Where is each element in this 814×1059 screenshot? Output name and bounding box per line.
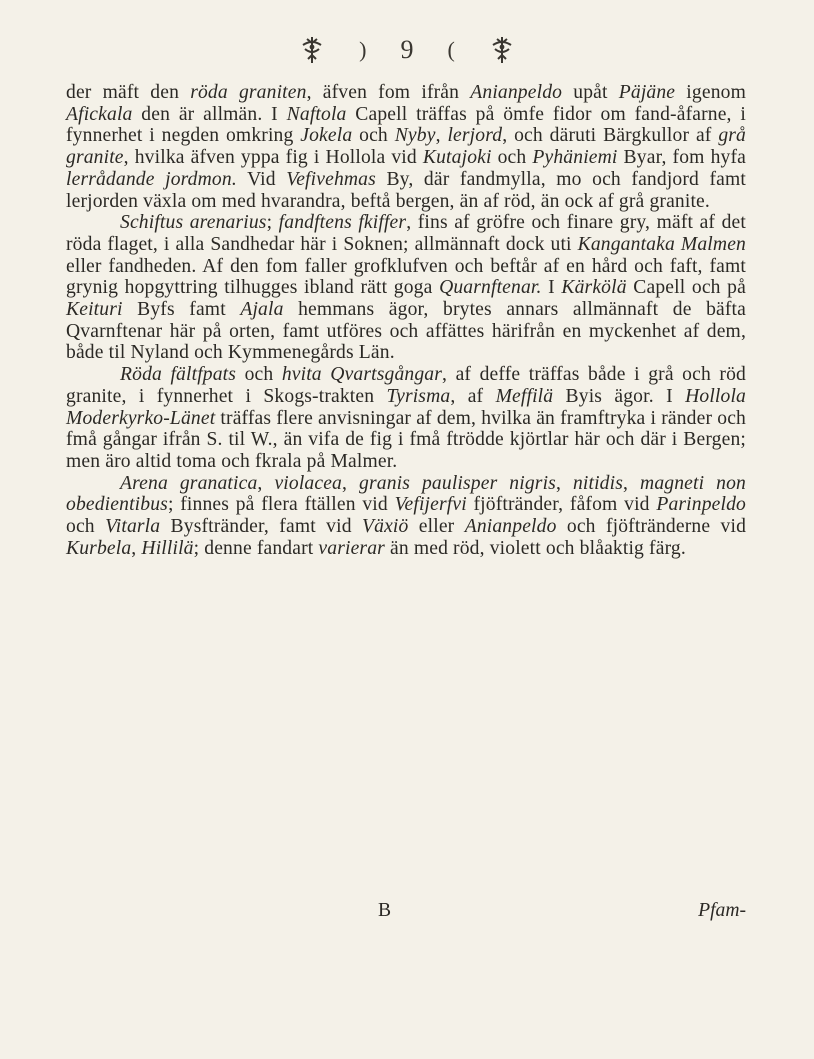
text-run: och fjöftränderne vid xyxy=(556,516,747,538)
text-run: än med röd, violett och blåaktig färg. xyxy=(384,537,686,559)
italic-run: röda graniten xyxy=(190,82,307,103)
italic-run: nitidis xyxy=(572,472,623,494)
text-run: By, där fandmylla, mo och fandjord famt lerjorden växla om med hvarandra, beftå bergen, än af röd, än ock af grå granite. xyxy=(66,168,747,212)
italic-run: Röda fältfpats xyxy=(120,364,237,386)
paragraph xyxy=(66,364,746,473)
text-run: Vid xyxy=(236,168,287,190)
text-run: fjöftränder, fåfom vid xyxy=(466,494,657,516)
italic-run: Afickala xyxy=(66,103,133,125)
italic-run: Quarnftenar. xyxy=(439,277,542,299)
italic-run: Vefivehmas xyxy=(286,168,376,190)
body-text xyxy=(66,82,746,559)
text-run: , xyxy=(555,472,573,494)
text-run: träffas flere anvisningar af dem, hvilka än framftryka i ränder och fmå gångar ifrån S. til W., än vifa de fig i fmå ftrödde kjörtlar här och där i Bergen; men äro altid toma och fkrala på Malmer. xyxy=(66,407,746,472)
page-footer xyxy=(66,900,746,928)
catchword: Pfam- xyxy=(698,900,746,921)
text-run: och xyxy=(352,125,395,147)
italic-run: Meffilä xyxy=(495,385,554,407)
italic-run: Naftola xyxy=(286,103,347,125)
header-paren-right: ( xyxy=(447,37,455,62)
text-run: Capell och på xyxy=(626,277,746,299)
text-run: , xyxy=(131,537,142,559)
text-run: ; denne fandart xyxy=(193,537,319,559)
italic-run: Kärkölä xyxy=(561,277,627,299)
text-run: , fins af gröfre och finare gry, mäft af det röda flaget, i alla Sandhedar här i Soknen; allmännaft dock uti xyxy=(66,212,746,255)
signature-mark: B xyxy=(378,900,392,921)
italic-run: Kurbela xyxy=(66,537,132,559)
italic-run: Arena granatica xyxy=(120,472,258,494)
page-header xyxy=(0,30,814,70)
italic-run: Nyby xyxy=(394,125,436,147)
italic-run: Kangantaka Malmen xyxy=(577,233,746,255)
text-run: Byfs famt xyxy=(122,299,241,321)
italic-run: magneti non obedientibus xyxy=(66,472,746,516)
text-run: eller xyxy=(408,516,465,538)
paragraph xyxy=(66,473,746,560)
italic-run: lerjord xyxy=(447,125,503,147)
italic-run: Hillilä xyxy=(141,537,194,559)
text-run: , hvilka äfven yppa fig i Hollola vid xyxy=(123,147,423,169)
italic-run: Schiftus arenarius xyxy=(120,212,267,234)
text-run: , af xyxy=(450,385,496,407)
italic-run: hvita Qvartsgångar xyxy=(281,364,443,386)
text-run: ; finnes på flera ftällen vid xyxy=(167,494,395,516)
text-run: eller fandheden. Af den fom faller grofklufven och beftår af en hård och faft, famt grynig hopgyttring tilhugges ibland rätt goga xyxy=(66,255,746,299)
text-run: upåt xyxy=(562,82,619,103)
text-run: , xyxy=(435,125,448,147)
text-run: hemmans ägor, brytes annars allmännaft de bäfta Qvarnftenar här på orten, famt utföres och affättes härifrån en myckenhet af dem, både til Nyland och Kymmenegårds Län. xyxy=(66,299,746,364)
text-run: , och däruti Bärgkullor af xyxy=(502,125,719,147)
italic-run: Hollola Moderkyrko-Länet xyxy=(66,385,746,429)
text-run: ; xyxy=(266,212,279,234)
italic-run: Pyhäniemi xyxy=(532,147,618,169)
text-run: , xyxy=(623,472,641,494)
fleuron-icon xyxy=(299,35,325,65)
italic-run: Keituri xyxy=(66,299,123,321)
italic-run: granis paulisper nigris xyxy=(359,472,556,494)
italic-run: Parinpeldo xyxy=(656,494,746,516)
italic-run: fandftens fkiffer xyxy=(278,212,407,234)
italic-run: grå granite xyxy=(66,125,746,169)
text-run: Capell träffas på ömfe fidor om fand-åfarne, i fynnerhet i negden omkring xyxy=(66,103,746,147)
paragraph xyxy=(66,212,746,364)
italic-run: Växiö xyxy=(362,516,409,538)
text-run: igenom xyxy=(675,82,746,103)
fleuron-icon xyxy=(489,35,515,65)
text-run: , äfven fom ifrån xyxy=(306,82,471,103)
text-run: , af deffe träffas både i grå och röd granite, i fynnerhet i Skogs-trakten xyxy=(66,364,746,407)
italic-run: Jokela xyxy=(300,125,353,147)
italic-run: Päjäne xyxy=(618,82,676,103)
text-run: och xyxy=(66,516,106,538)
text-run: , xyxy=(342,472,360,494)
text-run: Byis ägor. I xyxy=(553,385,686,407)
italic-run: varierar xyxy=(318,537,385,559)
italic-run: Vefijerfvi xyxy=(394,494,467,516)
text-run: och xyxy=(491,147,533,169)
italic-run: Anianpeldo xyxy=(464,516,557,538)
italic-run: Tyrisma xyxy=(386,385,451,407)
text-run: Byar, fom hyfa xyxy=(617,147,746,169)
text-run: , xyxy=(257,472,275,494)
text-run: den är allmän. I xyxy=(132,103,287,125)
italic-run: Vitarla xyxy=(105,516,161,538)
italic-run: Anianpeldo xyxy=(470,82,563,103)
text-run: I xyxy=(541,277,562,299)
italic-run: violacea xyxy=(274,472,343,494)
page-number: 9 xyxy=(400,35,414,64)
italic-run: Ajala xyxy=(240,299,284,321)
text-run: der mäft den xyxy=(66,82,191,103)
text-run: Bysftränder, famt vid xyxy=(160,516,362,538)
italic-run: Kutajoki xyxy=(422,147,492,169)
italic-run: lerrådande jordmon. xyxy=(66,168,237,190)
header-paren-left: ) xyxy=(359,37,367,62)
paragraph xyxy=(66,82,746,212)
text-run: och xyxy=(236,364,282,386)
